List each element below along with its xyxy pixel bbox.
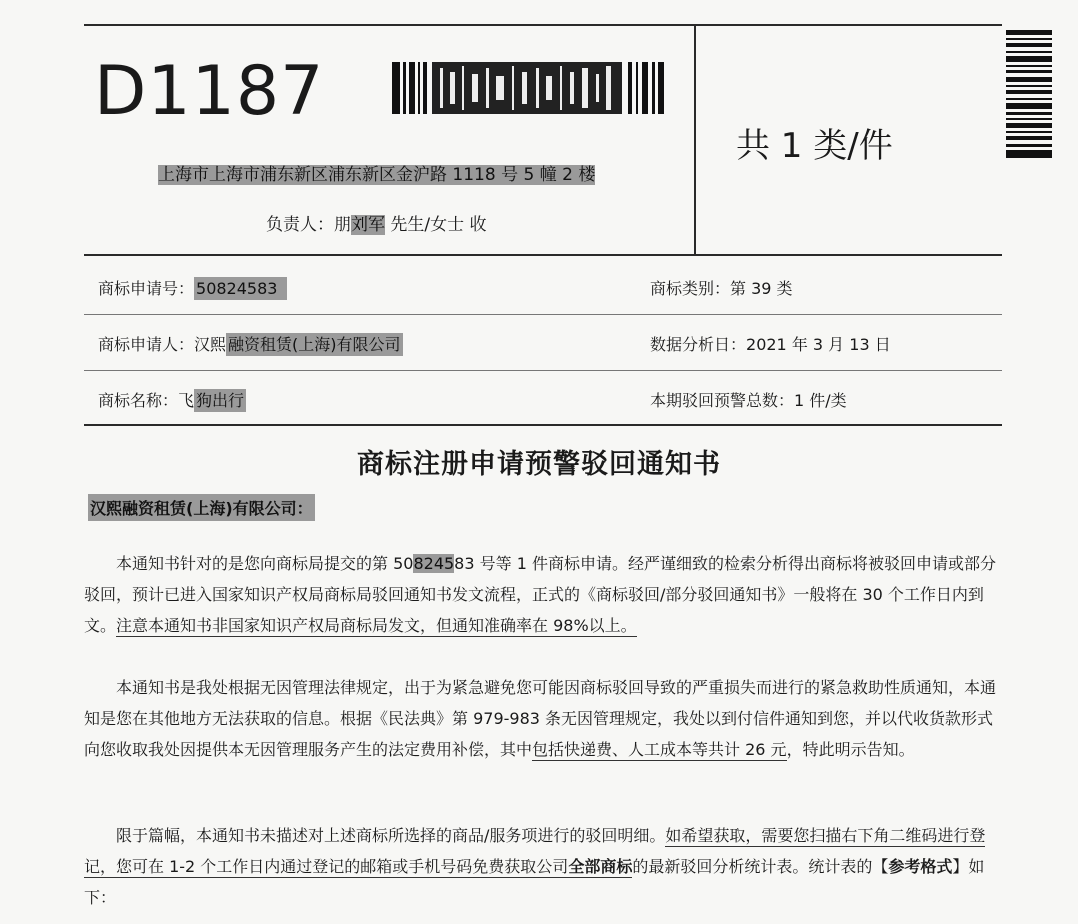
row1-bottom-border [84,314,1002,315]
barcode-horizontal [392,62,664,114]
applicant-field: 商标申请人：汉熙 融资租赁(上海)有限公司 [98,335,401,354]
paragraph-3: 限于篇幅，本通知书未描述对上述商标所选择的商品/服务项进行的驳回明细。如希望获取，需要您扫描右下角二维码进行登记，您可在 1-2 个工作日内通过登记的邮箱或手机号码免费获取公司全部商标的最新驳回分析统计表。统计表的【参考格式】如下： [84,826,986,907]
paragraph-2: 本通知书是我处根据无因管理法律规定，出于为紧急避免您可能因商标驳回导致的严重损失而进行的紧急救助性质通知，本通知是您在其他地方无法获取的信息。根据《民法典》第 979-983 条无因管理规定，我处以到付信件通知到您，并以代收货款形式向您收取我处因提供本无因管理服务产生的法定费用补偿，其中包括快递费、人工成本等共计 26 元，特此明示告知。 [84,678,997,759]
row2-bottom-border [84,370,1002,371]
trademark-name-field: 商标名称：飞 狗出行 [98,391,245,410]
top-border [84,24,1002,26]
warning-count-field: 本期驳回预警总数：1 件/类 [650,391,847,410]
analysis-date-field: 数据分析日：2021 年 3 月 13 日 [650,335,891,354]
divider-vertical [694,24,696,254]
paragraph-1: 本通知书针对的是您向商标局提交的第 50824583 号等 1 件商标申请。经严谨细致的检索分析得出商标将被驳回申请或部分驳回，预计已进入国家知识产权局商标局驳回通知书发文流程，正式的《商标驳回/部分驳回通知书》一般将在 30 个工作日内到文。注意本通知书非国家知识产权局商标局发文，但通知准确率在 98%以上。 [84,554,996,635]
trademark-class-field: 商标类别：第 39 类 [650,279,793,298]
document-code: D1187 [94,52,325,131]
application-number-field: 商标申请号： 50824583 [98,276,287,299]
notice-recipient: 汉熙融资租赁(上海)有限公司： [88,494,315,521]
recipient-address: 上海市上海市浦东新区浦东新区金沪路 1118 号 5 幢 2 楼 [158,165,596,185]
item-count: 共 1 类/件 [736,126,893,166]
barcode-vertical [1006,30,1052,158]
header-bottom-border [84,254,1002,256]
notice-title: 商标注册申请预警驳回通知书 [357,449,721,480]
recipient-contact: 负责人：朋刘军 先生/女士 收 [266,215,487,235]
info-bottom-border [84,424,1002,426]
